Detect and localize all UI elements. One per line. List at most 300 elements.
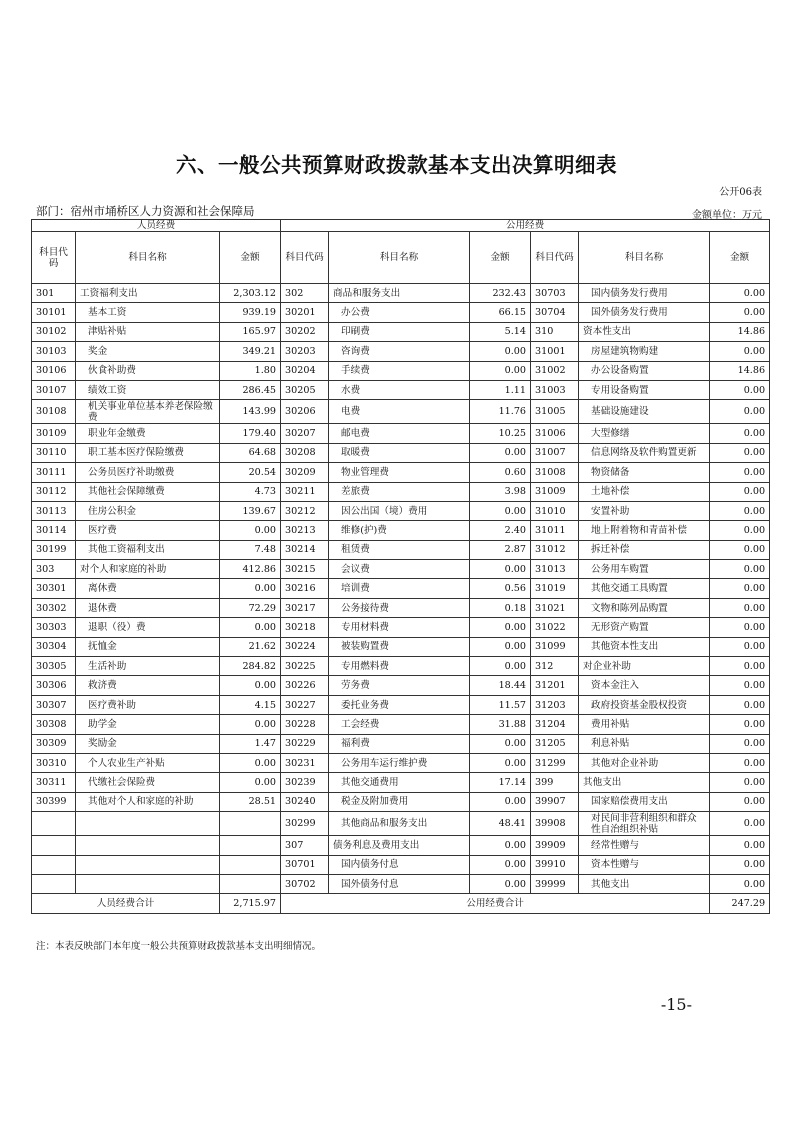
public-amount-2-cell: 0.00 (710, 855, 770, 874)
public-name-cell: 福利费 (329, 734, 470, 753)
personnel-code-cell: 30309 (32, 734, 76, 753)
public-code-2-cell: 39908 (531, 812, 579, 836)
personnel-amount-cell (220, 874, 281, 893)
public-amount-2-cell: 0.00 (710, 753, 770, 772)
totals-row (32, 894, 770, 913)
personnel-amount-cell: 412.86 (220, 560, 281, 579)
public-name-cell: 劳务费 (329, 676, 470, 695)
personnel-code-cell: 30308 (32, 715, 76, 734)
public-code-2-cell: 31021 (531, 598, 579, 617)
personnel-code-cell: 30103 (32, 342, 76, 361)
public-name-cell: 工会经费 (329, 715, 470, 734)
public-code-cell: 30205 (281, 380, 329, 399)
public-code-2-cell: 312 (531, 657, 579, 676)
public-name-cell: 取暖费 (329, 443, 470, 462)
public-code-cell: 30207 (281, 424, 329, 443)
public-name-2-cell: 拆迁补偿 (579, 540, 710, 559)
public-code-cell: 30203 (281, 342, 329, 361)
public-amount-2-cell: 0.00 (710, 618, 770, 637)
header-amount: 金额 (470, 232, 531, 284)
personnel-code-cell (32, 836, 76, 855)
personnel-code-cell: 30107 (32, 380, 76, 399)
public-amount-cell: 0.00 (470, 657, 531, 676)
public-name-cell: 办公费 (329, 303, 470, 322)
public-name-cell: 其他交通费用 (329, 773, 470, 792)
table-row (32, 874, 770, 893)
public-code-cell: 30208 (281, 443, 329, 462)
table-row (32, 322, 770, 341)
header-code: 科目代码 (32, 232, 76, 284)
public-name-2-cell: 土地补偿 (579, 482, 710, 501)
amount-unit: 金额单位：万元 (692, 210, 762, 221)
personnel-code-cell: 30304 (32, 637, 76, 656)
public-amount-cell: 0.18 (470, 598, 531, 617)
public-name-2-cell: 基础设施建设 (579, 400, 710, 424)
public-code-2-cell: 31005 (531, 400, 579, 424)
table-row (32, 792, 770, 811)
header-code: 科目代码 (281, 232, 329, 284)
personnel-name-cell: 对个人和家庭的补助 (76, 560, 220, 579)
personnel-amount-cell (220, 812, 281, 836)
public-amount-2-cell: 0.00 (710, 812, 770, 836)
personnel-name-cell: 生活补助 (76, 657, 220, 676)
public-amount-cell: 0.00 (470, 734, 531, 753)
table-row (32, 284, 770, 303)
public-code-2-cell: 39909 (531, 836, 579, 855)
personnel-amount-cell: 72.29 (220, 598, 281, 617)
personnel-amount-cell: 28.51 (220, 792, 281, 811)
personnel-name-cell: 机关事业单位基本养老保险缴费 (76, 400, 220, 424)
public-code-2-cell: 31022 (531, 618, 579, 637)
expenditure-table (31, 219, 770, 914)
personnel-amount-cell: 2,303.12 (220, 284, 281, 303)
personnel-code-cell (32, 874, 76, 893)
public-code-2-cell: 39999 (531, 874, 579, 893)
public-code-cell: 302 (281, 284, 329, 303)
page-title: 六、一般公共预算财政拨款基本支出决算明细表 (176, 153, 617, 177)
public-amount-2-cell: 0.00 (710, 463, 770, 482)
public-name-cell: 租赁费 (329, 540, 470, 559)
public-name-cell: 专用材料费 (329, 618, 470, 637)
public-group-header: 公用经费 (281, 220, 770, 232)
public-code-2-cell: 31009 (531, 482, 579, 501)
public-name-cell: 水费 (329, 380, 470, 399)
public-amount-2-cell: 0.00 (710, 560, 770, 579)
public-amount-cell: 5.14 (470, 322, 531, 341)
personnel-name-cell: 助学金 (76, 715, 220, 734)
public-name-2-cell: 利息补贴 (579, 734, 710, 753)
public-code-cell: 30228 (281, 715, 329, 734)
public-name-cell: 因公出国（境）费用 (329, 501, 470, 520)
header-code: 科目代码 (531, 232, 579, 284)
public-code-cell: 30229 (281, 734, 329, 753)
table-row (32, 380, 770, 399)
personnel-name-cell: 退职（役）费 (76, 618, 220, 637)
public-code-cell: 30217 (281, 598, 329, 617)
personnel-name-cell: 奖励金 (76, 734, 220, 753)
public-amount-2-cell: 0.00 (710, 637, 770, 656)
personnel-amount-cell: 349.21 (220, 342, 281, 361)
public-code-2-cell: 31003 (531, 380, 579, 399)
public-code-cell: 30211 (281, 482, 329, 501)
public-name-2-cell: 其他交通工具购置 (579, 579, 710, 598)
public-amount-2-cell: 0.00 (710, 695, 770, 714)
personnel-name-cell: 代缴社会保险费 (76, 773, 220, 792)
public-amount-2-cell: 0.00 (710, 792, 770, 811)
public-amount-cell: 17.14 (470, 773, 531, 792)
public-amount-2-cell: 0.00 (710, 443, 770, 462)
public-code-cell: 30204 (281, 361, 329, 380)
personnel-name-cell: 医疗费 (76, 521, 220, 540)
personnel-name-cell: 住房公积金 (76, 501, 220, 520)
table-row (32, 715, 770, 734)
personnel-name-cell: 个人农业生产补贴 (76, 753, 220, 772)
public-name-cell: 培训费 (329, 579, 470, 598)
personnel-name-cell: 抚恤金 (76, 637, 220, 656)
public-amount-cell: 232.43 (470, 284, 531, 303)
personnel-name-cell: 医疗费补助 (76, 695, 220, 714)
column-header-row (32, 232, 770, 284)
personnel-amount-cell: 7.48 (220, 540, 281, 559)
personnel-code-cell: 30109 (32, 424, 76, 443)
personnel-code-cell (32, 855, 76, 874)
public-amount-cell: 0.00 (470, 361, 531, 380)
public-amount-2-cell: 0.00 (710, 521, 770, 540)
public-amount-2-cell: 0.00 (710, 303, 770, 322)
personnel-code-cell: 30112 (32, 482, 76, 501)
personnel-code-cell: 30106 (32, 361, 76, 380)
personnel-total-value: 2,715.97 (220, 894, 281, 913)
public-name-2-cell: 房屋建筑物购建 (579, 342, 710, 361)
public-amount-2-cell: 0.00 (710, 874, 770, 893)
personnel-name-cell (76, 855, 220, 874)
public-code-2-cell: 31019 (531, 579, 579, 598)
public-name-2-cell: 资本性赠与 (579, 855, 710, 874)
table-row (32, 657, 770, 676)
public-code-cell: 30216 (281, 579, 329, 598)
table-row (32, 560, 770, 579)
personnel-code-cell: 30108 (32, 400, 76, 424)
personnel-amount-cell: 143.99 (220, 400, 281, 424)
personnel-code-cell: 30302 (32, 598, 76, 617)
personnel-amount-cell: 1.47 (220, 734, 281, 753)
header-amount: 金额 (710, 232, 770, 284)
public-code-cell: 30224 (281, 637, 329, 656)
table-row (32, 482, 770, 501)
personnel-name-cell: 基本工资 (76, 303, 220, 322)
public-name-2-cell: 办公设备购置 (579, 361, 710, 380)
public-amount-2-cell: 0.00 (710, 501, 770, 520)
public-amount-cell: 0.00 (470, 560, 531, 579)
personnel-amount-cell: 0.00 (220, 618, 281, 637)
public-code-2-cell: 31204 (531, 715, 579, 734)
personnel-name-cell: 救济费 (76, 676, 220, 695)
group-header-row (32, 220, 770, 232)
public-code-2-cell: 31006 (531, 424, 579, 443)
personnel-amount-cell: 139.67 (220, 501, 281, 520)
personnel-code-cell: 30113 (32, 501, 76, 520)
personnel-amount-cell: 0.00 (220, 579, 281, 598)
public-name-2-cell: 安置补助 (579, 501, 710, 520)
public-name-2-cell: 其他资本性支出 (579, 637, 710, 656)
personnel-name-cell: 其他工资福利支出 (76, 540, 220, 559)
public-amount-cell: 0.00 (470, 855, 531, 874)
personnel-amount-cell: 0.00 (220, 521, 281, 540)
public-amount-2-cell: 0.00 (710, 598, 770, 617)
public-code-cell: 30702 (281, 874, 329, 893)
public-code-cell: 30209 (281, 463, 329, 482)
personnel-code-cell: 30311 (32, 773, 76, 792)
personnel-code-cell (32, 812, 76, 836)
public-code-2-cell: 31008 (531, 463, 579, 482)
public-name-cell: 印刷费 (329, 322, 470, 341)
personnel-amount-cell: 0.00 (220, 753, 281, 772)
public-name-2-cell: 地上附着物和青苗补偿 (579, 521, 710, 540)
public-amount-cell: 0.00 (470, 501, 531, 520)
personnel-name-cell: 津贴补贴 (76, 322, 220, 341)
public-amount-cell: 0.60 (470, 463, 531, 482)
table-note: 注：本表反映部门本年度一般公共预算财政拨款基本支出明细情况。 (36, 941, 322, 952)
personnel-code-cell: 30199 (32, 540, 76, 559)
personnel-amount-cell: 4.73 (220, 482, 281, 501)
personnel-amount-cell: 0.00 (220, 773, 281, 792)
table-row (32, 501, 770, 520)
personnel-code-cell: 301 (32, 284, 76, 303)
header-name: 科目名称 (76, 232, 220, 284)
personnel-amount-cell (220, 836, 281, 855)
public-name-2-cell: 其他支出 (579, 874, 710, 893)
personnel-code-cell: 30111 (32, 463, 76, 482)
personnel-code-cell: 30301 (32, 579, 76, 598)
table-row (32, 540, 770, 559)
personnel-code-cell: 30399 (32, 792, 76, 811)
public-code-2-cell: 31203 (531, 695, 579, 714)
public-code-cell: 30218 (281, 618, 329, 637)
public-total-label: 公用经费合计 (281, 894, 710, 913)
header-name: 科目名称 (579, 232, 710, 284)
public-amount-2-cell: 0.00 (710, 380, 770, 399)
table-row (32, 695, 770, 714)
personnel-name-cell: 绩效工资 (76, 380, 220, 399)
public-code-cell: 307 (281, 836, 329, 855)
public-code-cell: 30299 (281, 812, 329, 836)
public-code-cell: 30201 (281, 303, 329, 322)
personnel-code-cell: 30306 (32, 676, 76, 695)
personnel-name-cell: 工资福利支出 (76, 284, 220, 303)
public-name-cell: 差旅费 (329, 482, 470, 501)
public-amount-2-cell: 0.00 (710, 657, 770, 676)
public-amount-cell: 0.00 (470, 342, 531, 361)
public-amount-cell: 18.44 (470, 676, 531, 695)
personnel-name-cell: 退休费 (76, 598, 220, 617)
personnel-amount-cell: 0.00 (220, 715, 281, 734)
public-code-2-cell: 39910 (531, 855, 579, 874)
public-code-2-cell: 31010 (531, 501, 579, 520)
public-name-cell: 国外债务付息 (329, 874, 470, 893)
public-name-2-cell: 国外债务发行费用 (579, 303, 710, 322)
table-row (32, 303, 770, 322)
personnel-amount-cell: 179.40 (220, 424, 281, 443)
personnel-code-cell: 30310 (32, 753, 76, 772)
public-name-2-cell: 信息网络及软件购置更新 (579, 443, 710, 462)
form-number: 公开06表 (719, 187, 762, 198)
public-amount-cell: 0.00 (470, 874, 531, 893)
public-code-2-cell: 31007 (531, 443, 579, 462)
public-amount-cell: 10.25 (470, 424, 531, 443)
public-name-cell: 手续费 (329, 361, 470, 380)
personnel-amount-cell: 939.19 (220, 303, 281, 322)
public-amount-2-cell: 14.86 (710, 322, 770, 341)
page-number: -15- (660, 995, 692, 1014)
public-code-cell: 30213 (281, 521, 329, 540)
public-name-cell: 被装购置费 (329, 637, 470, 656)
public-name-2-cell: 资本金注入 (579, 676, 710, 695)
public-code-cell: 30227 (281, 695, 329, 714)
public-amount-cell: 0.00 (470, 618, 531, 637)
personnel-name-cell (76, 836, 220, 855)
table-row (32, 579, 770, 598)
public-amount-2-cell: 0.00 (710, 676, 770, 695)
personnel-amount-cell: 286.45 (220, 380, 281, 399)
public-name-2-cell: 大型修缮 (579, 424, 710, 443)
personnel-name-cell: 奖金 (76, 342, 220, 361)
public-name-2-cell: 其他支出 (579, 773, 710, 792)
public-amount-cell: 11.57 (470, 695, 531, 714)
personnel-total-label: 人员经费合计 (32, 894, 220, 913)
public-name-2-cell: 经常性赠与 (579, 836, 710, 855)
personnel-code-cell: 30303 (32, 618, 76, 637)
header-amount: 金额 (220, 232, 281, 284)
personnel-amount-cell: 21.62 (220, 637, 281, 656)
public-name-2-cell: 公务用车购置 (579, 560, 710, 579)
public-amount-cell: 31.88 (470, 715, 531, 734)
personnel-name-cell: 公务员医疗补助缴费 (76, 463, 220, 482)
personnel-amount-cell: 284.82 (220, 657, 281, 676)
public-name-cell: 公务接待费 (329, 598, 470, 617)
table-row (32, 734, 770, 753)
public-amount-2-cell: 0.00 (710, 540, 770, 559)
public-name-2-cell: 国家赔偿费用支出 (579, 792, 710, 811)
public-amount-2-cell: 0.00 (710, 400, 770, 424)
personnel-code-cell: 30305 (32, 657, 76, 676)
public-name-cell: 公务用车运行维护费 (329, 753, 470, 772)
personnel-code-cell: 303 (32, 560, 76, 579)
public-code-cell: 30212 (281, 501, 329, 520)
table-row (32, 400, 770, 424)
public-amount-2-cell: 0.00 (710, 342, 770, 361)
personnel-amount-cell: 20.54 (220, 463, 281, 482)
public-code-2-cell: 31002 (531, 361, 579, 380)
public-name-cell: 物业管理费 (329, 463, 470, 482)
personnel-name-cell: 其他社会保障缴费 (76, 482, 220, 501)
table-row (32, 855, 770, 874)
department-label: 部门：宿州市埇桥区人力资源和社会保障局 (36, 204, 255, 218)
table-row (32, 521, 770, 540)
personnel-name-cell: 职工基本医疗保险缴费 (76, 443, 220, 462)
personnel-code-cell: 30307 (32, 695, 76, 714)
public-amount-cell: 0.56 (470, 579, 531, 598)
public-code-2-cell: 31299 (531, 753, 579, 772)
public-name-2-cell: 其他对企业补助 (579, 753, 710, 772)
public-amount-2-cell: 0.00 (710, 284, 770, 303)
public-name-2-cell: 文物和陈列品购置 (579, 598, 710, 617)
table-row (32, 463, 770, 482)
public-code-cell: 30206 (281, 400, 329, 424)
public-code-cell: 30239 (281, 773, 329, 792)
public-code-2-cell: 31099 (531, 637, 579, 656)
public-amount-2-cell: 0.00 (710, 734, 770, 753)
public-code-2-cell: 31012 (531, 540, 579, 559)
personnel-code-cell: 30110 (32, 443, 76, 462)
public-amount-2-cell: 0.00 (710, 482, 770, 501)
table-row (32, 443, 770, 462)
table-row (32, 773, 770, 792)
public-name-2-cell: 政府投资基金股权投资 (579, 695, 710, 714)
public-amount-cell: 2.40 (470, 521, 531, 540)
personnel-amount-cell: 64.68 (220, 443, 281, 462)
table-row (32, 342, 770, 361)
public-name-cell: 咨询费 (329, 342, 470, 361)
public-name-cell: 委托业务费 (329, 695, 470, 714)
public-name-2-cell: 无形资产购置 (579, 618, 710, 637)
public-amount-2-cell: 0.00 (710, 836, 770, 855)
personnel-amount-cell (220, 855, 281, 874)
public-name-cell: 会议费 (329, 560, 470, 579)
table-row (32, 424, 770, 443)
public-amount-2-cell: 0.00 (710, 715, 770, 734)
public-amount-cell: 0.00 (470, 637, 531, 656)
public-code-2-cell: 31011 (531, 521, 579, 540)
public-name-cell: 电费 (329, 400, 470, 424)
header-name: 科目名称 (329, 232, 470, 284)
public-code-cell: 30225 (281, 657, 329, 676)
public-code-2-cell: 31013 (531, 560, 579, 579)
public-code-2-cell: 39907 (531, 792, 579, 811)
table-row (32, 361, 770, 380)
personnel-name-cell (76, 812, 220, 836)
public-code-cell: 30231 (281, 753, 329, 772)
public-name-cell: 税金及附加费用 (329, 792, 470, 811)
public-code-2-cell: 310 (531, 322, 579, 341)
table-row (32, 618, 770, 637)
public-name-2-cell: 专用设备购置 (579, 380, 710, 399)
personnel-amount-cell: 4.15 (220, 695, 281, 714)
personnel-name-cell: 伙食补助费 (76, 361, 220, 380)
public-name-2-cell: 国内债务发行费用 (579, 284, 710, 303)
public-amount-cell: 1.11 (470, 380, 531, 399)
public-name-cell: 其他商品和服务支出 (329, 812, 470, 836)
public-amount-2-cell: 14.86 (710, 361, 770, 380)
personnel-amount-cell: 0.00 (220, 676, 281, 695)
public-name-2-cell: 对民间非营利组织和群众性自治组织补贴 (579, 812, 710, 836)
public-code-2-cell: 31201 (531, 676, 579, 695)
public-amount-2-cell: 0.00 (710, 424, 770, 443)
public-name-cell: 债务利息及费用支出 (329, 836, 470, 855)
public-amount-cell: 66.15 (470, 303, 531, 322)
public-name-2-cell: 物资储备 (579, 463, 710, 482)
public-code-2-cell: 31001 (531, 342, 579, 361)
public-amount-2-cell: 0.00 (710, 579, 770, 598)
personnel-amount-cell: 165.97 (220, 322, 281, 341)
public-amount-cell: 0.00 (470, 836, 531, 855)
personnel-group-header: 人员经费 (32, 220, 281, 232)
personnel-name-cell: 职业年金缴费 (76, 424, 220, 443)
personnel-amount-cell: 1.80 (220, 361, 281, 380)
public-name-cell: 维修(护)费 (329, 521, 470, 540)
table-row (32, 676, 770, 695)
table-row (32, 753, 770, 772)
public-amount-cell: 0.00 (470, 753, 531, 772)
